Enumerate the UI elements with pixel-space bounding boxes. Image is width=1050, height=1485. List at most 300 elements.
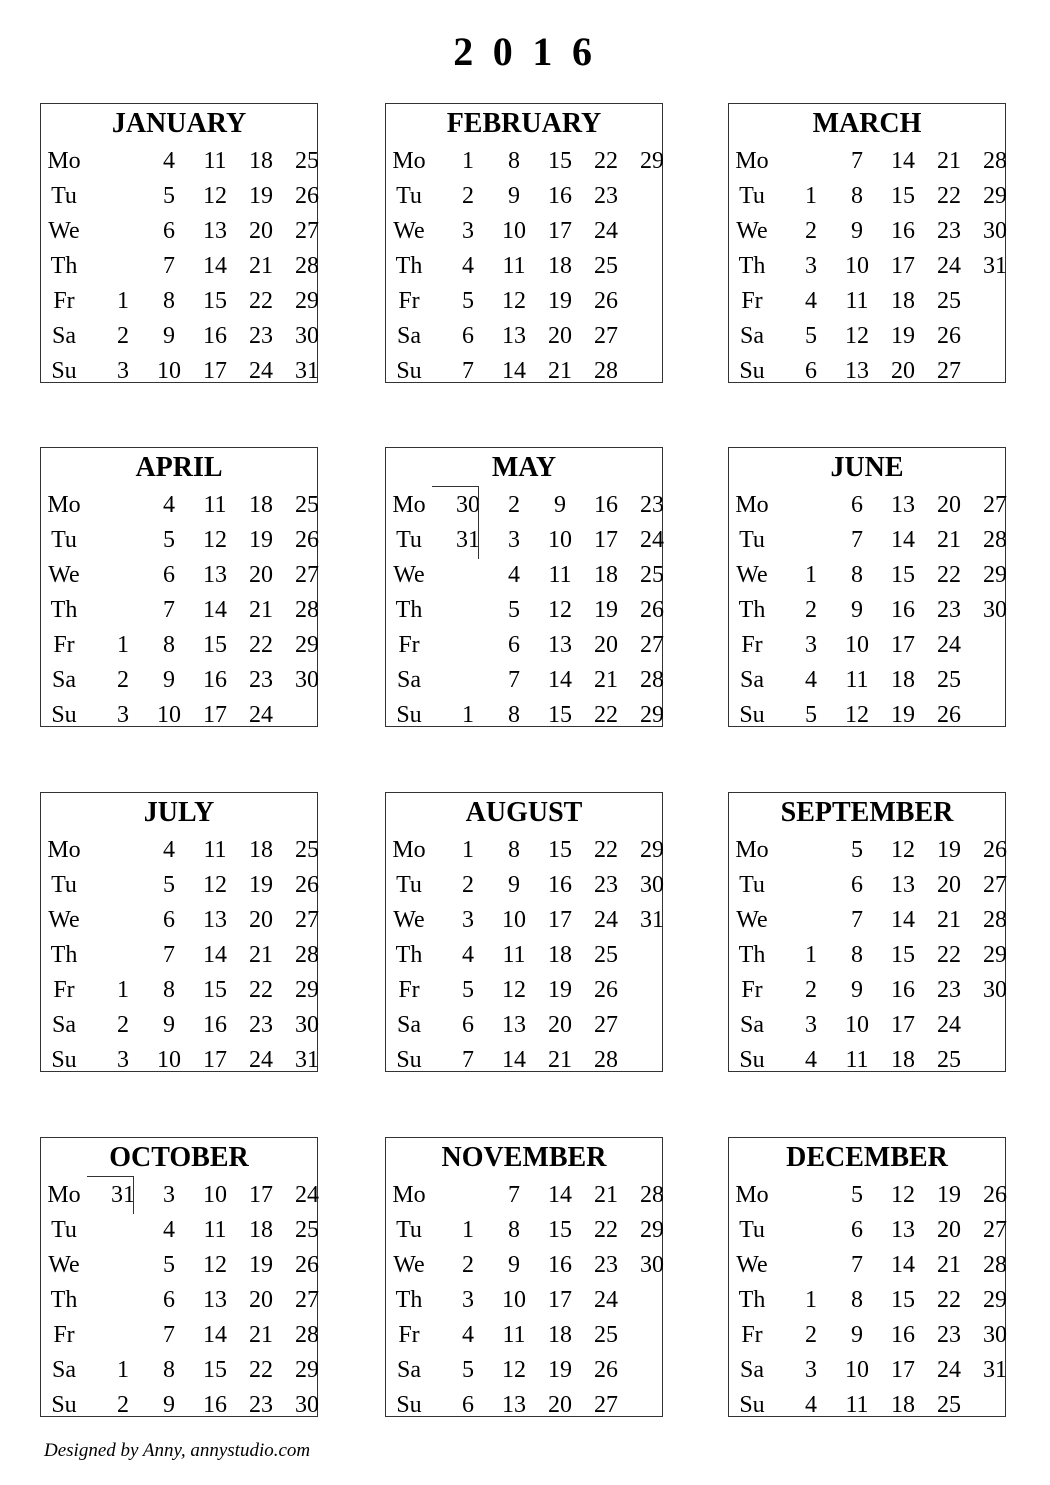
day-cell: 4: [805, 667, 817, 693]
day-cell: 30: [295, 1392, 319, 1418]
day-cell: 23: [249, 323, 273, 349]
weekday-label: Th: [395, 942, 423, 968]
day-cell: 9: [508, 1252, 520, 1278]
weekday-row-mo: [41, 1178, 317, 1213]
weekday-row-su: [729, 354, 1005, 389]
weekday-label: Su: [739, 1392, 765, 1418]
day-cell: 21: [594, 1182, 618, 1208]
day-cell: 1: [462, 1217, 474, 1243]
weekday-label: Sa: [397, 1012, 421, 1038]
day-cell: 8: [851, 1287, 863, 1313]
day-cell: 12: [203, 183, 227, 209]
weekday-label: Th: [395, 597, 423, 623]
weekday-label: Tu: [739, 183, 765, 209]
day-cell: 3: [805, 1357, 817, 1383]
day-cell: 11: [845, 1047, 869, 1073]
month-name: JUNE: [830, 452, 904, 483]
day-cell: 11: [502, 1322, 526, 1348]
day-cell: 11: [203, 492, 227, 518]
weekday-label: Mo: [47, 837, 81, 863]
day-cell: 14: [203, 1322, 227, 1348]
day-cell: 25: [295, 492, 319, 518]
weekday-row-sa: [386, 1008, 662, 1043]
weekday-row-th: [729, 938, 1005, 973]
day-cell: 26: [937, 323, 961, 349]
weekday-row-tu: [41, 1213, 317, 1248]
day-cell: 11: [845, 1392, 869, 1418]
weekday-row-su: [41, 698, 317, 733]
day-cell: 16: [203, 667, 227, 693]
weekday-label: We: [393, 1252, 425, 1278]
day-cell: 27: [295, 562, 319, 588]
day-cell: 4: [805, 1392, 817, 1418]
day-cell: 26: [295, 872, 319, 898]
month-july: [40, 792, 318, 1072]
day-cell: 16: [891, 1322, 915, 1348]
weekday-label: Mo: [735, 1182, 769, 1208]
day-cell: 2: [805, 977, 817, 1003]
day-cell: 22: [594, 837, 618, 863]
weekday-row-fr: [41, 628, 317, 663]
day-cell: 6: [163, 1287, 175, 1313]
day-cell: 28: [295, 1322, 319, 1348]
day-cell: 23: [937, 1322, 961, 1348]
day-cell: 28: [295, 597, 319, 623]
day-cell: 16: [891, 977, 915, 1003]
day-cell: 25: [937, 1392, 961, 1418]
weekday-label: Mo: [392, 148, 426, 174]
day-cell: 4: [462, 253, 474, 279]
weekday-label: We: [736, 562, 768, 588]
day-cell: 20: [937, 872, 961, 898]
weekday-label: Sa: [397, 1357, 421, 1383]
day-cell: 31: [983, 253, 1007, 279]
weekday-row-fr: [729, 1318, 1005, 1353]
day-cell: 25: [937, 1047, 961, 1073]
day-cell: 4: [462, 942, 474, 968]
day-cell: 30: [295, 667, 319, 693]
day-cell: 5: [163, 527, 175, 553]
day-cell: 23: [594, 872, 618, 898]
day-cell: 23: [594, 1252, 618, 1278]
day-cell: 15: [548, 1217, 572, 1243]
weekday-row-fr: [41, 973, 317, 1008]
day-cell: 6: [462, 323, 474, 349]
weekday-row-sa: [41, 1353, 317, 1388]
day-cell: 27: [295, 907, 319, 933]
day-cell: 23: [640, 492, 664, 518]
day-cell: 8: [163, 288, 175, 314]
day-cell: 13: [203, 562, 227, 588]
day-cell: 24: [937, 1012, 961, 1038]
weekday-row-sa: [386, 1353, 662, 1388]
day-cell: 16: [548, 872, 572, 898]
day-cell: 6: [462, 1392, 474, 1418]
day-cell: 19: [891, 323, 915, 349]
day-cell: 25: [295, 1217, 319, 1243]
weekday-label: Th: [50, 597, 78, 623]
day-cell: 14: [203, 253, 227, 279]
day-cell: 18: [548, 253, 572, 279]
day-cell: 20: [548, 323, 572, 349]
weekday-label: Su: [51, 358, 77, 384]
day-cell: 16: [891, 597, 915, 623]
weekday-row-we: [41, 903, 317, 938]
day-cell: 5: [508, 597, 520, 623]
day-cell: 14: [203, 597, 227, 623]
day-cell: 13: [891, 492, 915, 518]
day-cell: 26: [295, 527, 319, 553]
day-cell: 1: [462, 837, 474, 863]
day-cell: 18: [594, 562, 618, 588]
day-cell: 8: [163, 977, 175, 1003]
day-cell: 13: [891, 1217, 915, 1243]
weekday-row-tu: [729, 1213, 1005, 1248]
weekday-label: We: [736, 1252, 768, 1278]
day-cell: 17: [891, 1012, 915, 1038]
weekday-label: Tu: [396, 183, 422, 209]
weekday-row-we: [41, 1248, 317, 1283]
day-cell: 17: [203, 358, 227, 384]
day-cell: 21: [249, 597, 273, 623]
day-cell: 13: [502, 1012, 526, 1038]
month-name: NOVEMBER: [441, 1142, 607, 1173]
day-cell: 28: [640, 1182, 664, 1208]
day-cell: 30: [983, 977, 1007, 1003]
weekday-row-th: [386, 1283, 662, 1318]
day-cell: 26: [983, 1182, 1007, 1208]
weekday-row-fr: [729, 628, 1005, 663]
day-cell: 11: [845, 667, 869, 693]
day-cell: 30: [983, 218, 1007, 244]
day-cell: 18: [249, 837, 273, 863]
weekday-row-we: [386, 1248, 662, 1283]
day-cell: 11: [203, 837, 227, 863]
day-cell: 15: [203, 288, 227, 314]
weekday-row-su: [386, 1388, 662, 1423]
day-cell: 27: [983, 1217, 1007, 1243]
day-cell: 1: [805, 1287, 817, 1313]
day-cell: 15: [891, 942, 915, 968]
day-cell: 9: [163, 1392, 175, 1418]
day-cell: 1: [805, 183, 817, 209]
month-name: APRIL: [135, 452, 223, 483]
weekday-label: Sa: [52, 667, 76, 693]
day-cell: 29: [295, 1357, 319, 1383]
day-cell: 21: [249, 1322, 273, 1348]
day-cell: 7: [851, 148, 863, 174]
month-april: [40, 447, 318, 727]
weekday-label: Su: [51, 1392, 77, 1418]
month-name: JANUARY: [111, 108, 247, 139]
day-cell: 2: [117, 1012, 129, 1038]
weekday-label: We: [736, 907, 768, 933]
day-cell: 27: [937, 358, 961, 384]
weekday-label: Mo: [735, 148, 769, 174]
day-cell: 28: [295, 942, 319, 968]
day-cell: 3: [117, 358, 129, 384]
day-cell: 30: [456, 492, 480, 518]
day-cell: 28: [594, 358, 618, 384]
weekday-row-tu: [729, 868, 1005, 903]
day-cell: 26: [983, 837, 1007, 863]
day-cell: 25: [295, 148, 319, 174]
day-cell: 5: [163, 183, 175, 209]
day-cell: 20: [249, 218, 273, 244]
day-cell: 19: [249, 527, 273, 553]
weekday-row-su: [386, 354, 662, 389]
weekday-row-mo: [41, 144, 317, 179]
day-cell: 9: [163, 1012, 175, 1038]
designer-credit: Designed by Anny, annystudio.com: [44, 1440, 311, 1461]
day-cell: 11: [845, 288, 869, 314]
weekday-label: Su: [51, 1047, 77, 1073]
weekday-label: We: [48, 218, 80, 244]
day-cell: 10: [845, 253, 869, 279]
day-cell: 17: [891, 632, 915, 658]
day-cell: 15: [203, 1357, 227, 1383]
weekday-label: Su: [396, 1392, 422, 1418]
day-cell: 22: [249, 977, 273, 1003]
day-cell: 27: [295, 218, 319, 244]
weekday-row-we: [386, 558, 662, 593]
day-cell: 31: [456, 527, 480, 553]
weekday-row-fr: [729, 284, 1005, 319]
day-cell: 30: [983, 1322, 1007, 1348]
day-cell: 4: [462, 1322, 474, 1348]
day-cell: 1: [805, 562, 817, 588]
day-cell: 28: [295, 253, 319, 279]
weekday-row-mo: [386, 144, 662, 179]
weekday-row-fr: [41, 1318, 317, 1353]
weekday-row-su: [41, 354, 317, 389]
day-cell: 13: [203, 1287, 227, 1313]
day-cell: 3: [163, 1182, 175, 1208]
day-cell: 21: [548, 358, 572, 384]
day-cell: 15: [891, 183, 915, 209]
month-december: [728, 1137, 1006, 1417]
day-cell: 7: [462, 358, 474, 384]
weekday-row-we: [729, 1248, 1005, 1283]
weekday-label: Tu: [739, 872, 765, 898]
day-cell: 3: [117, 1047, 129, 1073]
month-march: [728, 103, 1006, 383]
day-cell: 20: [548, 1392, 572, 1418]
day-cell: 9: [508, 872, 520, 898]
weekday-row-th: [386, 593, 662, 628]
weekday-label: Sa: [52, 1357, 76, 1383]
weekday-label: Fr: [398, 632, 420, 658]
day-cell: 5: [851, 1182, 863, 1208]
weekday-label: Sa: [740, 323, 764, 349]
year-title: 2 0 1 6: [453, 29, 597, 74]
day-cell: 28: [983, 907, 1007, 933]
day-cell: 26: [937, 702, 961, 728]
day-cell: 27: [640, 632, 664, 658]
day-cell: 29: [640, 837, 664, 863]
day-cell: 5: [462, 977, 474, 1003]
weekday-label: Su: [739, 1047, 765, 1073]
day-cell: 5: [805, 702, 817, 728]
day-cell: 20: [937, 1217, 961, 1243]
day-cell: 12: [891, 1182, 915, 1208]
weekday-row-mo: [386, 488, 662, 523]
day-cell: 22: [249, 632, 273, 658]
day-cell: 8: [163, 1357, 175, 1383]
day-cell: 18: [249, 492, 273, 518]
day-cell: 5: [462, 288, 474, 314]
weekday-label: Tu: [396, 1217, 422, 1243]
day-cell: 29: [640, 148, 664, 174]
day-cell: 14: [548, 1182, 572, 1208]
day-cell: 15: [891, 562, 915, 588]
day-cell: 13: [203, 907, 227, 933]
weekday-label: Su: [396, 1047, 422, 1073]
day-cell: 17: [594, 527, 618, 553]
day-cell: 4: [163, 837, 175, 863]
weekday-label: Sa: [740, 1357, 764, 1383]
day-cell: 8: [851, 942, 863, 968]
weekday-row-th: [41, 1283, 317, 1318]
day-cell: 4: [163, 1217, 175, 1243]
weekday-row-mo: [729, 488, 1005, 523]
day-cell: 29: [640, 1217, 664, 1243]
day-cell: 17: [203, 1047, 227, 1073]
day-cell: 14: [548, 667, 572, 693]
weekday-label: Su: [739, 358, 765, 384]
weekday-row-fr: [41, 284, 317, 319]
day-cell: 5: [805, 323, 817, 349]
day-cell: 12: [845, 323, 869, 349]
day-cell: 21: [249, 253, 273, 279]
weekday-row-th: [41, 938, 317, 973]
day-cell: 11: [203, 1217, 227, 1243]
day-cell: 6: [805, 358, 817, 384]
weekday-label: Sa: [397, 667, 421, 693]
day-cell: 21: [548, 1047, 572, 1073]
day-cell: 25: [594, 1322, 618, 1348]
weekday-label: Tu: [396, 872, 422, 898]
day-cell: 26: [295, 1252, 319, 1278]
day-cell: 13: [891, 872, 915, 898]
day-cell: 25: [295, 837, 319, 863]
day-cell: 9: [851, 218, 863, 244]
day-cell: 18: [891, 288, 915, 314]
day-cell: 14: [891, 907, 915, 933]
weekday-row-fr: [386, 1318, 662, 1353]
day-cell: 16: [891, 218, 915, 244]
day-cell: 10: [502, 218, 526, 244]
day-cell: 19: [594, 597, 618, 623]
day-cell: 21: [249, 942, 273, 968]
weekday-row-mo: [386, 833, 662, 868]
day-cell: 18: [891, 667, 915, 693]
day-cell: 24: [249, 702, 273, 728]
day-cell: 8: [851, 562, 863, 588]
day-cell: 14: [891, 148, 915, 174]
month-name: AUGUST: [465, 797, 583, 828]
day-cell: 13: [502, 1392, 526, 1418]
weekday-label: Su: [51, 702, 77, 728]
day-cell: 2: [117, 1392, 129, 1418]
day-cell: 24: [249, 1047, 273, 1073]
day-cell: 6: [851, 492, 863, 518]
day-cell: 18: [548, 1322, 572, 1348]
day-cell: 12: [203, 1252, 227, 1278]
day-cell: 22: [594, 702, 618, 728]
day-cell: 29: [295, 977, 319, 1003]
day-cell: 4: [805, 288, 817, 314]
weekday-label: Mo: [735, 492, 769, 518]
day-cell: 9: [163, 667, 175, 693]
day-cell: 10: [548, 527, 572, 553]
day-cell: 2: [462, 872, 474, 898]
day-cell: 1: [117, 288, 129, 314]
day-cell: 13: [203, 218, 227, 244]
day-cell: 29: [640, 702, 664, 728]
month-name: FEBRUARY: [446, 108, 602, 139]
day-cell: 21: [594, 667, 618, 693]
day-cell: 1: [117, 1357, 129, 1383]
day-cell: 23: [249, 667, 273, 693]
weekday-label: Mo: [392, 837, 426, 863]
weekday-row-tu: [729, 523, 1005, 558]
day-cell: 7: [851, 1252, 863, 1278]
weekday-row-fr: [386, 284, 662, 319]
day-cell: 30: [295, 1012, 319, 1038]
weekday-row-fr: [386, 973, 662, 1008]
weekday-row-we: [729, 903, 1005, 938]
month-october: [40, 1137, 318, 1417]
weekday-label: Sa: [52, 1012, 76, 1038]
weekday-label: Sa: [740, 667, 764, 693]
weekday-label: Tu: [51, 872, 77, 898]
weekday-label: Tu: [739, 527, 765, 553]
day-cell: 15: [203, 632, 227, 658]
day-cell: 16: [548, 1252, 572, 1278]
weekday-row-we: [729, 214, 1005, 249]
day-cell: 3: [462, 907, 474, 933]
day-cell: 19: [548, 1357, 572, 1383]
day-cell: 2: [805, 218, 817, 244]
weekday-row-su: [729, 1043, 1005, 1078]
day-cell: 13: [502, 323, 526, 349]
day-cell: 8: [508, 702, 520, 728]
day-cell: 11: [548, 562, 572, 588]
weekday-row-tu: [41, 523, 317, 558]
day-cell: 18: [891, 1392, 915, 1418]
day-cell: 10: [502, 907, 526, 933]
day-cell: 28: [594, 1047, 618, 1073]
weekday-label: Tu: [51, 1217, 77, 1243]
day-cell: 31: [295, 1047, 319, 1073]
day-cell: 12: [203, 527, 227, 553]
weekday-row-th: [386, 938, 662, 973]
month-name: SEPTEMBER: [780, 797, 954, 828]
day-cell: 24: [937, 1357, 961, 1383]
day-cell: 3: [462, 218, 474, 244]
day-cell: 29: [983, 562, 1007, 588]
weekday-row-sa: [41, 1008, 317, 1043]
day-cell: 10: [203, 1182, 227, 1208]
day-cell: 1: [117, 977, 129, 1003]
day-cell: 22: [249, 288, 273, 314]
day-cell: 7: [508, 1182, 520, 1208]
month-name: DECEMBER: [786, 1142, 948, 1173]
day-cell: 26: [640, 597, 664, 623]
day-cell: 8: [508, 1217, 520, 1243]
day-cell: 1: [462, 702, 474, 728]
